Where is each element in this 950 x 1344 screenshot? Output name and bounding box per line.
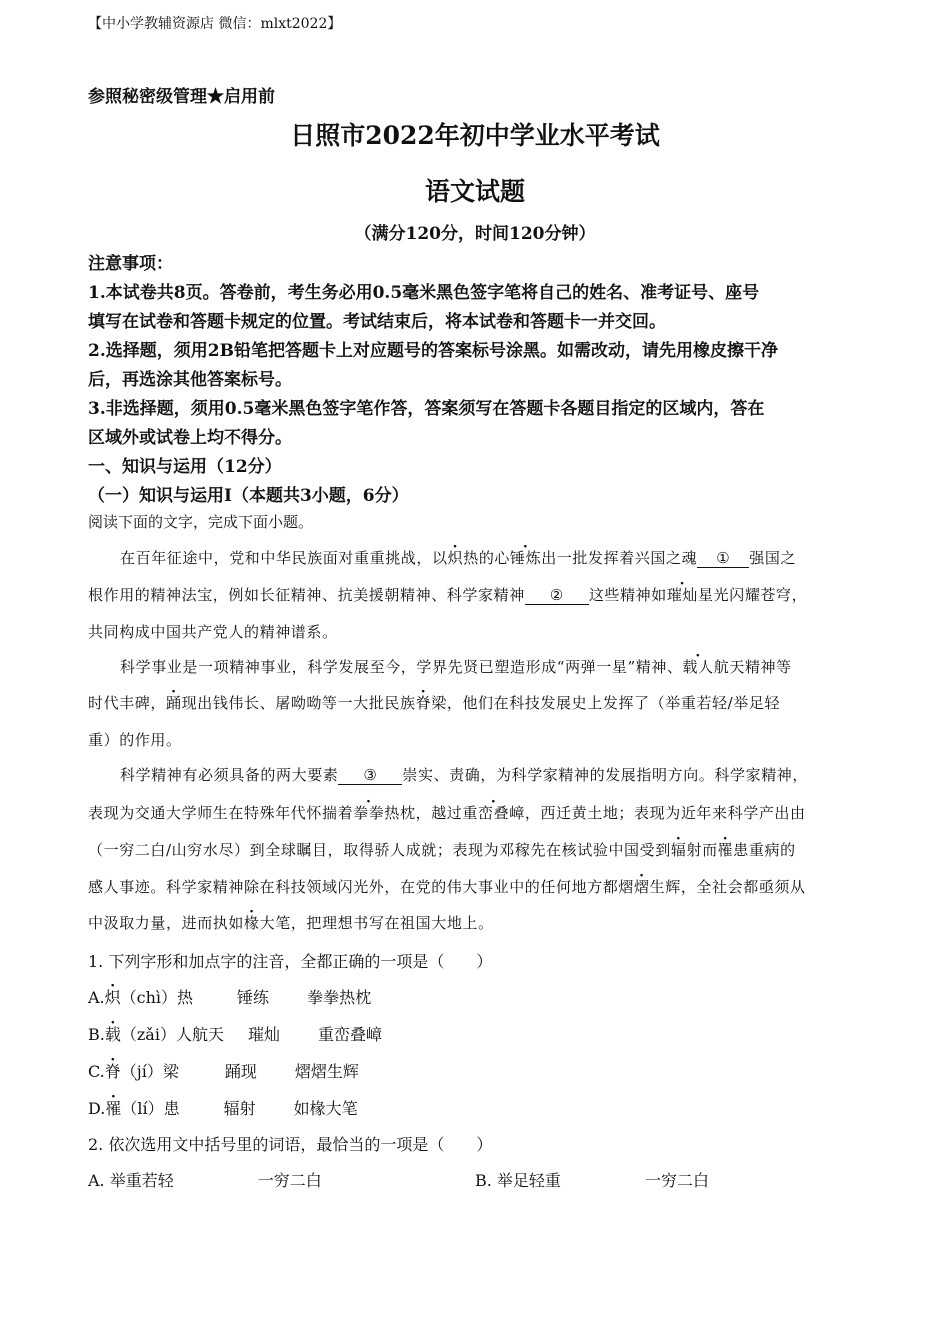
instruction-text: 阅读下面的文字，完成下面小题。 xyxy=(88,513,314,531)
passage-line: 重）的作用。 xyxy=(88,731,182,749)
passage-line: 科学事业是一项精神事业，科学发展至今，学界先贤已塑造形成“两弹一星”精神、载人航天精神等 xyxy=(120,658,792,676)
passage-line: 时代丰碑，踊现出钱伟长、屠呦呦等一大批民族脊梁，他们在科技发展史上发挥了（举重若轻/举足轻 xyxy=(88,694,781,712)
header-note: 【中小学教辅资源店 微信：mlxt2022】 xyxy=(88,16,342,32)
passage-line: 共同构成中国共产党人的精神谱系。 xyxy=(88,623,338,641)
question-2-option-b[interactable]: B. 举足轻重 一穷二白 xyxy=(475,1171,709,1190)
subject-title: 语文试题 xyxy=(424,177,525,206)
notice-line: 后，再选涂其他答案标号。 xyxy=(88,370,292,390)
passage-line: 根作用的精神法宝，例如长征精神、抗美援朝精神、科学家精神 ② 这些精神如璀灿星光闪耀苍穹， xyxy=(88,586,808,604)
question-1-option-b[interactable]: B.载（zǎi）人航天 璀灿 重峦叠嶂 xyxy=(88,1025,382,1044)
passage-line: 表现为交通大学师生在特殊年代怀揣着拳拳热枕，越过重峦叠嶂，西迁黄土地；表现为近年来科学产出由 xyxy=(88,804,806,822)
question-2-option-a[interactable]: A. 举重若轻 一穷二白 xyxy=(88,1171,322,1190)
question-2-stem: 2. 依次选用文中括号里的词语，最恰当的一项是（ ） xyxy=(88,1135,493,1154)
notice-line: 1.本试卷共8页。答卷前，考生务必用0.5毫米黑色签字笔将自己的姓名、准考证号、座号 xyxy=(88,283,760,303)
notice-line: 2.选择题，须用2B铅笔把答题卡上对应题号的答案标号涂黑。如需改动，请先用橡皮擦干净 xyxy=(88,341,778,361)
blank-1: ① xyxy=(697,550,749,568)
question-1-option-c[interactable]: C.脊（jí）梁 踊现 熠熠生辉 xyxy=(88,1062,359,1081)
notice-line: 区域外或试卷上均不得分。 xyxy=(88,428,292,448)
passage-line: 在百年征途中，党和中华民族面对重重挑战，以炽热的心锤炼出一批发挥着兴国之魂 ① 强国之 xyxy=(120,549,797,567)
question-1-option-a[interactable]: A.炽（chì）热 锤练 拳拳热枕 xyxy=(88,988,372,1007)
notice-line: 填写在试卷和答题卡规定的位置。考试结束后，将本试卷和答题卡一并交回。 xyxy=(88,312,666,332)
question-1-stem: 1. 下列字形和加点字的注音，全都正确的一项是（ ） xyxy=(88,952,493,971)
exam-title: 日照市2022年初中学业水平考试 xyxy=(290,121,660,150)
subsection-one-heading: （一）知识与运用Ⅰ（本题共3小题，6分） xyxy=(88,486,409,506)
blank-3: ③ xyxy=(338,767,402,785)
notice-heading: 注意事项： xyxy=(88,254,173,274)
score-time: （满分120分，时间120分钟） xyxy=(354,224,596,244)
blank-2: ② xyxy=(525,587,589,605)
notice-line: 3.非选择题，须用0.5毫米黑色签字笔作答，答案须写在答题卡各题目指定的区域内，答在 xyxy=(88,399,765,419)
question-1-option-d[interactable]: D.罹（lí）患 辐射 如椽大笔 xyxy=(88,1099,358,1118)
passage-line: 感人事迹。科学家精神除在科技领域闪光外，在党的伟大事业中的任何地方都熠熠生辉，全社会都亟须从 xyxy=(88,878,806,896)
secret-label: 参照秘密级管理★启用前 xyxy=(88,87,275,107)
section-one-heading: 一、知识与运用（12分） xyxy=(88,457,282,477)
passage-line: 中汲取力量，进而执如椽大笔，把理想书写在祖国大地上。 xyxy=(88,914,494,932)
passage-line: （一穷二白/山穷水尽）到全球瞩目，取得骄人成就；表现为邓稼先在核试验中国受到辐射而罹患重病的 xyxy=(88,841,796,859)
passage-line: 科学精神有必须具备的两大要素 ③ 崇实、责确，为科学家精神的发展指明方向。科学家精神， xyxy=(120,766,809,784)
